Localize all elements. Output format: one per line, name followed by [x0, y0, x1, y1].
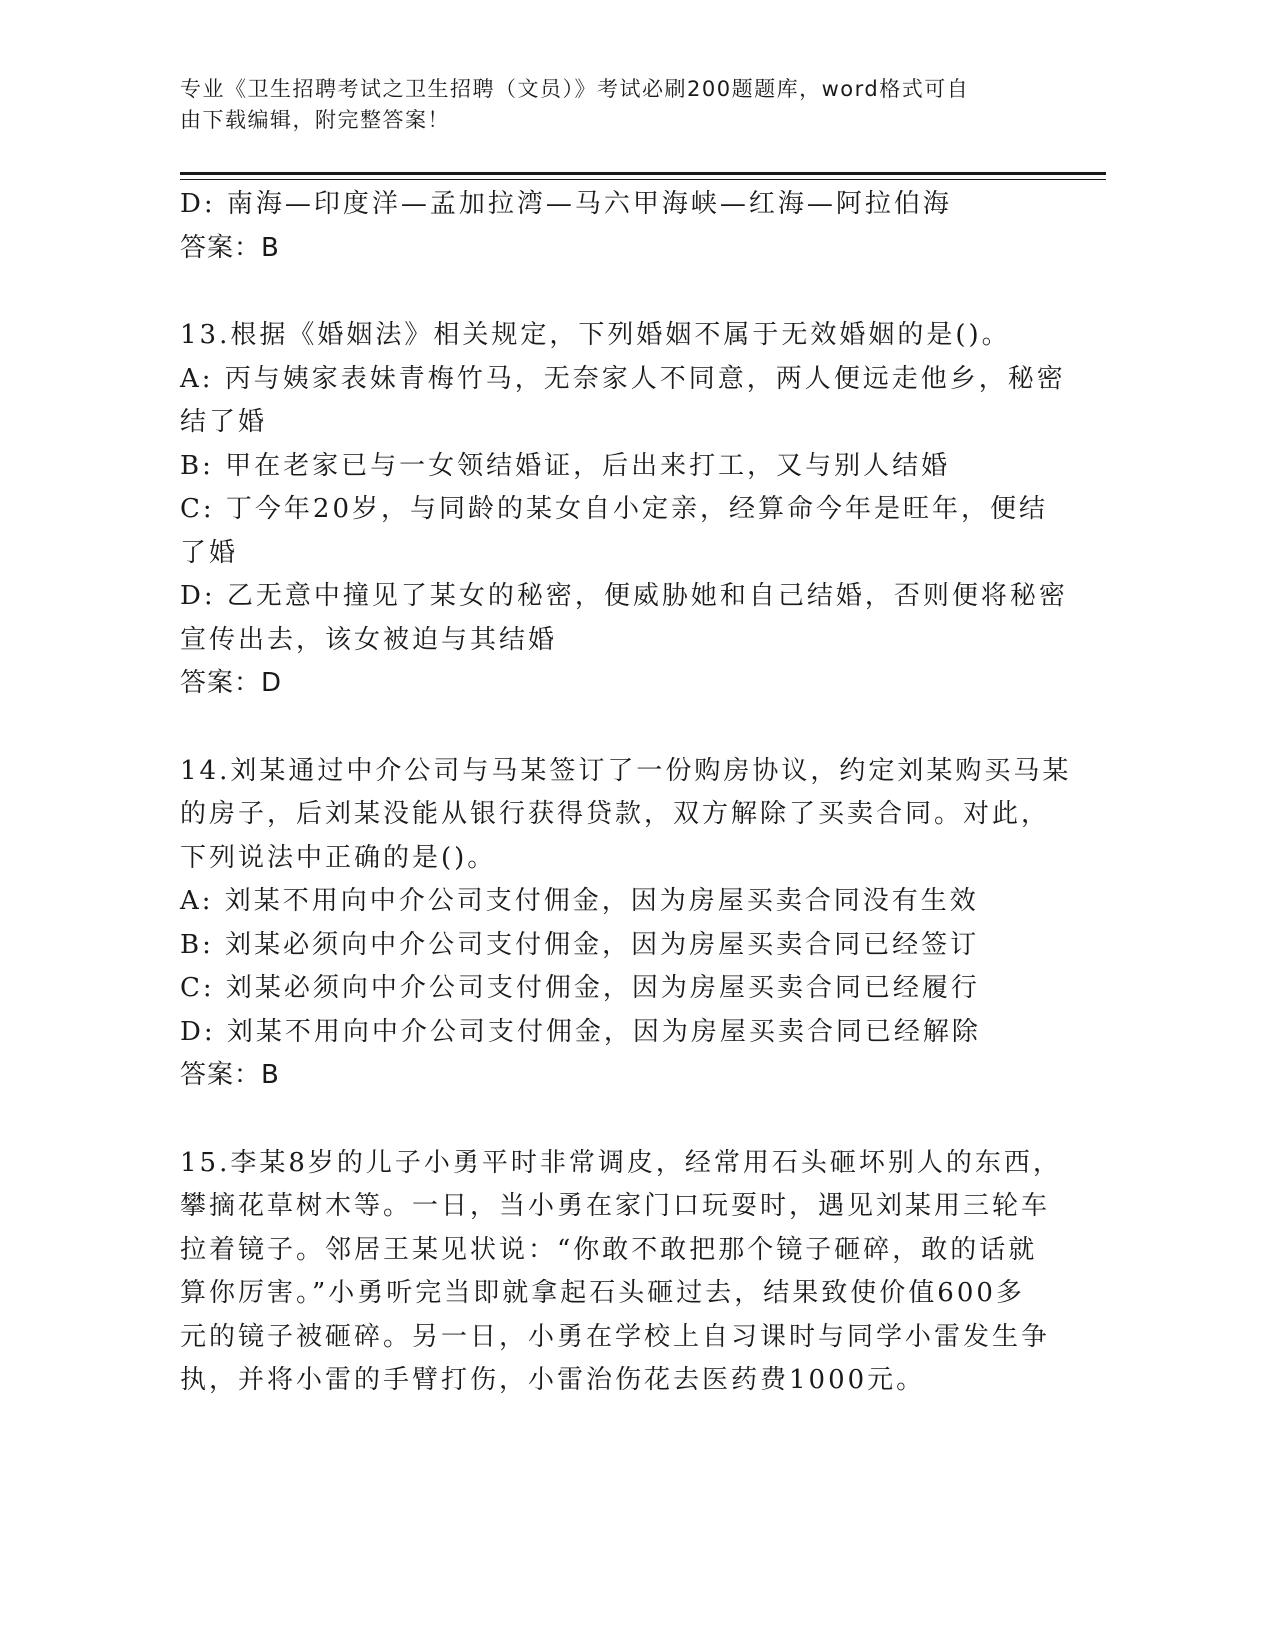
q13-option-a-cont: 结了婚 — [180, 407, 268, 437]
prev-answer: 答案：B — [180, 232, 280, 263]
q15-line-3: 拉着镜子。邻居王某见状说：“你敢不敢把那个镜子砸碎，敢的话就 — [180, 1234, 1038, 1265]
q13-option-c-cont: 了婚 — [180, 537, 239, 568]
q13-option-b: B: 甲在老家已与一女领结婚证，后出来打工，又与别人结婚 — [180, 450, 951, 481]
header-rule-thin — [180, 179, 1106, 180]
q13-option-d-cont: 宣传出去，该女被迫与其结婚 — [180, 624, 558, 655]
q15-line-2: 攀摘花草树木等。一日，当小勇在家门口玩耍时，遇见刘某用三轮车 — [180, 1191, 1051, 1221]
q14-answer: 答案：B — [180, 1060, 280, 1090]
question-content — [180, 183, 1072, 1403]
page-header — [180, 74, 1060, 136]
question-13 — [180, 314, 1068, 706]
q13-answer: 答案：D — [180, 668, 283, 698]
q15-line-6: 执，并将小雷的手臂打伤，小雷治伤花去医药费1000元。 — [180, 1365, 926, 1395]
question-14 — [180, 750, 1072, 1098]
header-line-2: 由下载编辑，附完整答案！ — [180, 108, 450, 132]
q13-option-c: C: 丁今年20岁，与同龄的某女自小定亲，经算命今年是旺年，便结 — [180, 494, 1049, 524]
q14-stem-3: 下列说法中正确的是()。 — [180, 842, 497, 873]
q14-option-b: B: 刘某必须向中介公司支付佣金，因为房屋买卖合同已经签订 — [180, 929, 980, 960]
q15-line-5: 元的镜子被砸碎。另一日，小勇在学校上自习课时与同学小雷发生争 — [180, 1321, 1051, 1352]
q15-line-1: 15.李某8岁的儿子小勇平时非常调皮，经常用石头砸坏别人的东西， — [180, 1147, 1062, 1178]
q13-stem: 13.根据《婚姻法》相关规定，下列婚姻不属于无效婚姻的是()。 — [180, 320, 1011, 350]
q14-option-a: A: 刘某不用向中介公司支付佣金，因为房屋买卖合同没有生效 — [180, 886, 979, 916]
prev-option-d: D: 南海—印度洋—孟加拉湾—马六甲海峡—红海—阿拉伯海 — [180, 189, 952, 219]
header-line-1: 专业《卫生招聘考试之卫生招聘（文员）》考试必刷200题题库，word格式可自 — [180, 77, 970, 101]
q14-option-d: D: 刘某不用向中介公司支付佣金，因为房屋买卖合同已经解除 — [180, 1016, 981, 1047]
q14-stem-1: 14.刘某通过中介公司与马某签订了一份购房协议，约定刘某购买马某 — [180, 755, 1072, 786]
spacer — [180, 706, 1060, 750]
question-15 — [180, 1142, 1060, 1403]
spacer — [180, 1098, 1060, 1142]
q14-stem-2: 的房子，后刘某没能从银行获得贷款，双方解除了买卖合同。对此， — [180, 799, 1051, 829]
spacer — [180, 270, 1060, 314]
q13-option-a: A: 丙与姨家表妹青梅竹马，无奈家人不同意，两人便远走他乡，秘密 — [180, 363, 1066, 394]
q13-option-d: D: 乙无意中撞见了某女的秘密，便威胁她和自己结婚，否则便将秘密 — [180, 581, 1068, 611]
q15-line-4: 算你厉害。”小勇听完当即就拿起石头砸过去，结果致使价值600多 — [180, 1278, 1025, 1308]
header-rule-thick — [180, 172, 1106, 175]
q14-option-c: C: 刘某必须向中介公司支付佣金，因为房屋买卖合同已经履行 — [180, 973, 980, 1003]
